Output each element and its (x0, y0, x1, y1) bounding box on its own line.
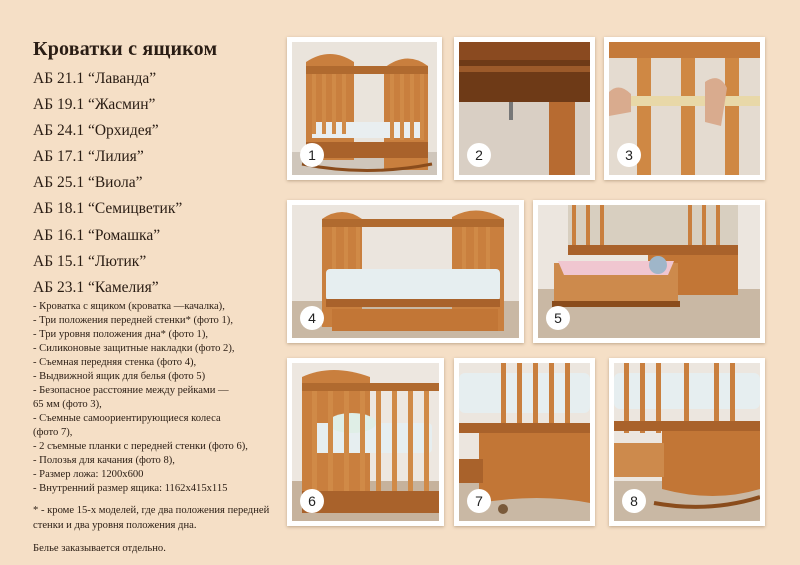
feature-item: - Полозья для качания (фото 8), (33, 455, 175, 466)
photo-2 (454, 37, 595, 180)
feature-item: - Безопасное расстояние между рейками — (33, 385, 229, 396)
photo-number: 1 (300, 143, 324, 167)
photo-7 (454, 358, 595, 526)
feature-item: - Внутренний размер ящика: 1162x415x115 (33, 483, 228, 494)
model-list (33, 66, 182, 301)
photo-3 (604, 37, 765, 180)
feature-item: - Силиконовые защитные накладки (фото 2), (33, 343, 235, 354)
feature-item: - Три уровня положения дна* (фото 1), (33, 329, 208, 340)
drawer-open-photo-icon (538, 205, 760, 338)
feature-item: - 2 съемные планки с передней стенки (фото 6), (33, 441, 248, 452)
bedding-note: Белье заказывается отдельно. (33, 543, 166, 554)
footnote: * - кроме 15-х моделей, где два положения передней стенки и два уровня положения дна. (33, 505, 270, 531)
feature-item: - Съемная передняя стенка (фото 4), (33, 357, 197, 368)
model-item: АБ 23.1 “Камелия” (33, 278, 159, 296)
model-item: АБ 16.1 “Ромашка” (33, 226, 161, 244)
model-item: АБ 19.1 “Жасмин” (33, 96, 156, 114)
model-item: АБ 18.1 “Семицветик” (33, 200, 183, 218)
photo-number: 8 (622, 489, 646, 513)
photo-8 (609, 358, 765, 526)
photo-6 (287, 358, 444, 526)
feature-item: - Три положения передней стенки* (фото 1), (33, 315, 233, 326)
model-item: АБ 17.1 “Лилия” (33, 148, 144, 166)
feature-item: 65 мм (фото 3), (33, 399, 102, 410)
feature-item: - Размер ложа: 1200x600 (33, 469, 144, 480)
photo-number: 7 (467, 489, 491, 513)
photo-number: 2 (467, 143, 491, 167)
photo-1 (287, 37, 442, 180)
photo-4 (287, 200, 524, 343)
photo-number: 5 (546, 306, 570, 330)
model-item: АБ 21.1 “Лаванда” (33, 70, 157, 87)
model-item: АБ 15.1 “Лютик” (33, 252, 147, 270)
photo-number: 3 (617, 143, 641, 167)
feature-item: - Выдвижной ящик для белья (фото 5) (33, 371, 206, 382)
photo-number: 6 (300, 489, 324, 513)
page-title: Кроватки с ящиком (33, 38, 218, 60)
feature-item: - Кроватка с ящиком (кроватка —качалка), (33, 301, 225, 312)
model-item: АБ 24.1 “Орхидея” (33, 122, 159, 140)
model-item: АБ 25.1 “Виола” (33, 174, 143, 192)
feature-item: (фото 7), (33, 427, 73, 438)
crib-mattress-photo-icon (292, 205, 519, 338)
photo-5 (533, 200, 765, 343)
feature-item: - Съемные самоориентирующиеся колеса (33, 413, 221, 424)
photo-number: 4 (300, 306, 324, 330)
feature-list (33, 300, 283, 496)
